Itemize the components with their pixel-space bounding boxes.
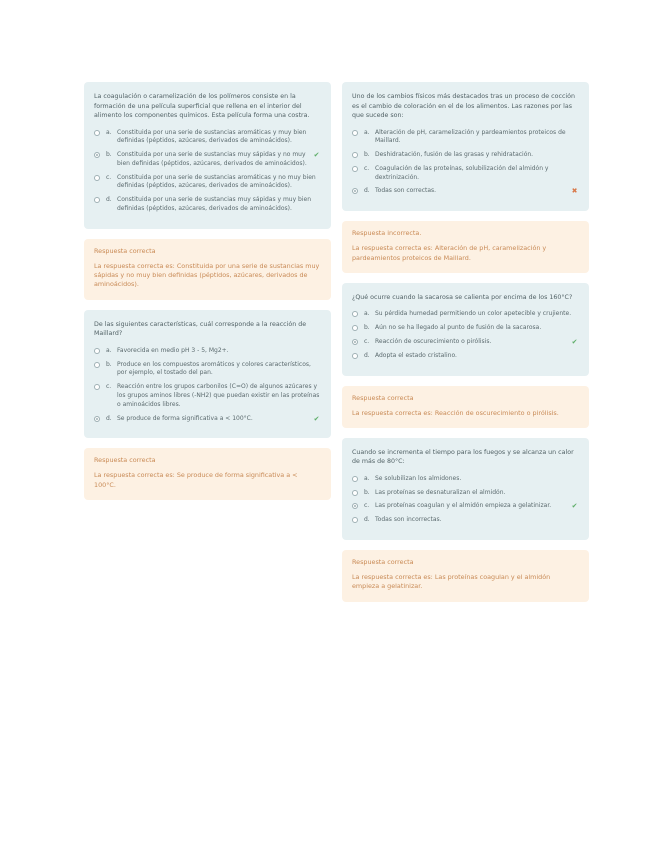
question-card: [342, 82, 589, 211]
option-letter: b.: [106, 360, 112, 368]
answer-option[interactable]: [94, 383, 321, 409]
option-letter: c.: [106, 383, 112, 391]
option-text: Se produce de forma significativa a < 100°C.: [117, 414, 253, 422]
option-text: Se solubilizan los almidones.: [375, 474, 462, 482]
question-card: [342, 283, 589, 376]
option-letter: c.: [364, 337, 370, 345]
question-text: Cuando se incrementa el tiempo para los fuegos y se alcanza un calor de más de 80°C:: [352, 448, 574, 466]
check-icon: ✔: [571, 502, 578, 511]
radio-button[interactable]: [94, 152, 100, 158]
feedback-text: La respuesta correcta es: Reacción de oscurecimiento o pirólisis.: [352, 408, 559, 417]
option-letter: d.: [364, 516, 370, 524]
option-letter: a.: [106, 128, 112, 136]
option-text: Adopta el estado cristalino.: [375, 351, 457, 359]
option-text: Su pérdida humedad permitiendo un color apetecible y crujiente.: [375, 310, 572, 318]
feedback-title: Respuesta correcta: [352, 393, 414, 402]
feedback-card: [342, 550, 589, 602]
radio-button[interactable]: [94, 130, 100, 136]
option-letter: d.: [364, 187, 370, 195]
feedback-title: Respuesta correcta: [94, 246, 156, 255]
option-letter: a.: [106, 346, 112, 354]
option-text: Favorecida en medio pH 3 - 5, Mg2+.: [117, 346, 229, 354]
option-text: Alteración de pH, caramelización y pardeamientos proteicos de Maillard.: [375, 128, 566, 145]
radio-button[interactable]: [94, 384, 100, 390]
answer-option[interactable]: [352, 475, 579, 484]
check-icon: ✔: [313, 151, 320, 160]
option-letter: d.: [364, 351, 370, 359]
option-text: Constituida por una serie de sustancias aromáticas y no muy bien definidas (péptidos, azúcares, derivados de aminoácidos).: [117, 173, 316, 190]
option-letter: a.: [364, 310, 370, 318]
radio-button[interactable]: [352, 152, 358, 158]
answer-option[interactable]: [352, 165, 579, 183]
option-letter: b.: [364, 488, 370, 496]
answer-option[interactable]: [352, 187, 579, 196]
question-card: [84, 82, 331, 229]
option-text: Aún no se ha llegado al punto de fusión de la sacarosa.: [375, 324, 542, 332]
question-card: [84, 310, 331, 439]
question-text: ¿Qué ocurre cuando la sacarosa se calienta por encima de los 160°C?: [352, 293, 573, 301]
option-letter: c.: [364, 502, 370, 510]
option-text: Constituida por una serie de sustancias muy sápidas y muy bien definidas (péptidos, azúcares, derivados de aminoácidos).: [117, 196, 312, 213]
answer-option[interactable]: [352, 489, 579, 498]
answer-option[interactable]: [352, 151, 579, 160]
feedback-card: [342, 386, 589, 428]
answer-option[interactable]: [94, 129, 321, 147]
feedback-text: La respuesta correcta es: Se produce de forma significativa a < 100°C.: [94, 471, 298, 489]
question-text: Uno de los cambios físicos más destacados tras un proceso de cocción es el cambio de coloración en el de los alimentos. Las razones por las que sucede son:: [352, 93, 576, 119]
option-text: Produce en los compuestos aromáticos y colores característicos, por ejemplo, el tostado del pan.: [117, 360, 311, 377]
option-text: Las proteínas se desnaturalizan el almidón.: [375, 488, 506, 496]
answer-option[interactable]: [352, 310, 579, 319]
answer-options: [352, 129, 579, 197]
option-text: Todas son correctas.: [375, 187, 437, 195]
option-letter: a.: [364, 128, 370, 136]
option-text: Todas son incorrectas.: [375, 516, 442, 524]
feedback-title: Respuesta correcta: [352, 558, 414, 567]
answer-option[interactable]: [352, 352, 579, 361]
answer-option[interactable]: [94, 196, 321, 214]
radio-button[interactable]: [352, 325, 358, 331]
radio-button[interactable]: [352, 339, 358, 345]
answer-option[interactable]: [94, 151, 321, 169]
radio-button[interactable]: [94, 362, 100, 368]
option-letter: c.: [106, 173, 112, 181]
answer-option[interactable]: [352, 338, 579, 347]
check-icon: ✔: [313, 414, 320, 423]
option-letter: b.: [364, 324, 370, 332]
answer-option[interactable]: [352, 324, 579, 333]
radio-button[interactable]: [352, 311, 358, 317]
option-text: Constituida por una serie de sustancias muy sápidas y no muy bien definidas (péptidos, azúcares, derivados de aminoácidos).: [117, 151, 307, 167]
question-text: De las siguientes características, cuál corresponde a la reacción de Maillard?: [94, 320, 307, 338]
answer-options: [94, 129, 321, 214]
feedback-text: La respuesta correcta es: Alteración de pH, caramelización y pardeamientos proteicos de Maillard.: [352, 244, 547, 262]
feedback-text: La respuesta correcta es: Las proteínas coagulan y el almidón empieza a gelatinizar.: [352, 573, 551, 591]
radio-button[interactable]: [352, 476, 358, 482]
question-card: [342, 438, 589, 540]
answer-options: [352, 310, 579, 360]
radio-button[interactable]: [94, 197, 100, 203]
left-column: [84, 82, 331, 510]
option-letter: d.: [106, 196, 112, 204]
radio-button[interactable]: [352, 517, 358, 523]
answer-option[interactable]: [94, 174, 321, 192]
answer-option[interactable]: [94, 347, 321, 356]
feedback-card: [342, 221, 589, 273]
answer-option[interactable]: [352, 502, 579, 511]
radio-button[interactable]: [352, 490, 358, 496]
answer-option[interactable]: [352, 129, 579, 147]
radio-button[interactable]: [94, 175, 100, 181]
option-text: Las proteínas coagulan y el almidón empieza a gelatinizar.: [375, 502, 552, 510]
option-text: Constituida por una serie de sustancias aromáticas y muy bien definidas (péptidos, azúcares, derivados de aminoácidos).: [117, 128, 307, 145]
option-text: Deshidratación, fusión de las grasas y rehidratación.: [375, 151, 534, 159]
right-column: [342, 82, 589, 612]
option-text: Reacción entre los grupos carbonilos (C=O) de algunos azúcares y los grupos aminos libres (-NH2) que puedan existir en las proteínas o aminoácidos libres.: [117, 383, 320, 408]
option-letter: d.: [106, 414, 112, 422]
radio-button[interactable]: [352, 188, 358, 194]
option-letter: c.: [364, 164, 370, 172]
option-letter: b.: [106, 151, 112, 159]
feedback-title: Respuesta correcta: [94, 456, 156, 465]
answer-options: [352, 475, 579, 525]
option-letter: b.: [364, 151, 370, 159]
question-text: La coagulación o caramelización de los polímeros consiste en la formación de una película superficial que rellena en el interior del alimento los componentes químicos. Esta película forma una costra.: [94, 93, 310, 119]
radio-button[interactable]: [352, 353, 358, 359]
option-letter: a.: [364, 474, 370, 482]
answer-options: [94, 347, 321, 424]
answer-option[interactable]: [94, 415, 321, 424]
answer-option[interactable]: [352, 516, 579, 525]
check-icon: ✔: [571, 337, 578, 346]
option-text: Reacción de oscurecimiento o pirólisis.: [375, 337, 492, 345]
cross-icon: ✖: [571, 187, 578, 196]
radio-button[interactable]: [352, 503, 358, 509]
feedback-title: Respuesta incorrecta.: [352, 229, 422, 238]
feedback-card: [84, 239, 331, 300]
feedback-card: [84, 448, 331, 500]
option-text: Coagulación de las proteínas, solubilización del almidón y dextrinización.: [375, 164, 549, 181]
feedback-text: La respuesta correcta es: Constituida por una serie de sustancias muy sápidas y no muy bien definidas (péptidos, azúcares, derivados de aminoácidos).: [94, 261, 320, 289]
radio-button[interactable]: [94, 348, 100, 354]
answer-option[interactable]: [94, 361, 321, 379]
radio-button[interactable]: [352, 130, 358, 136]
radio-button[interactable]: [94, 416, 100, 422]
radio-button[interactable]: [352, 166, 358, 172]
